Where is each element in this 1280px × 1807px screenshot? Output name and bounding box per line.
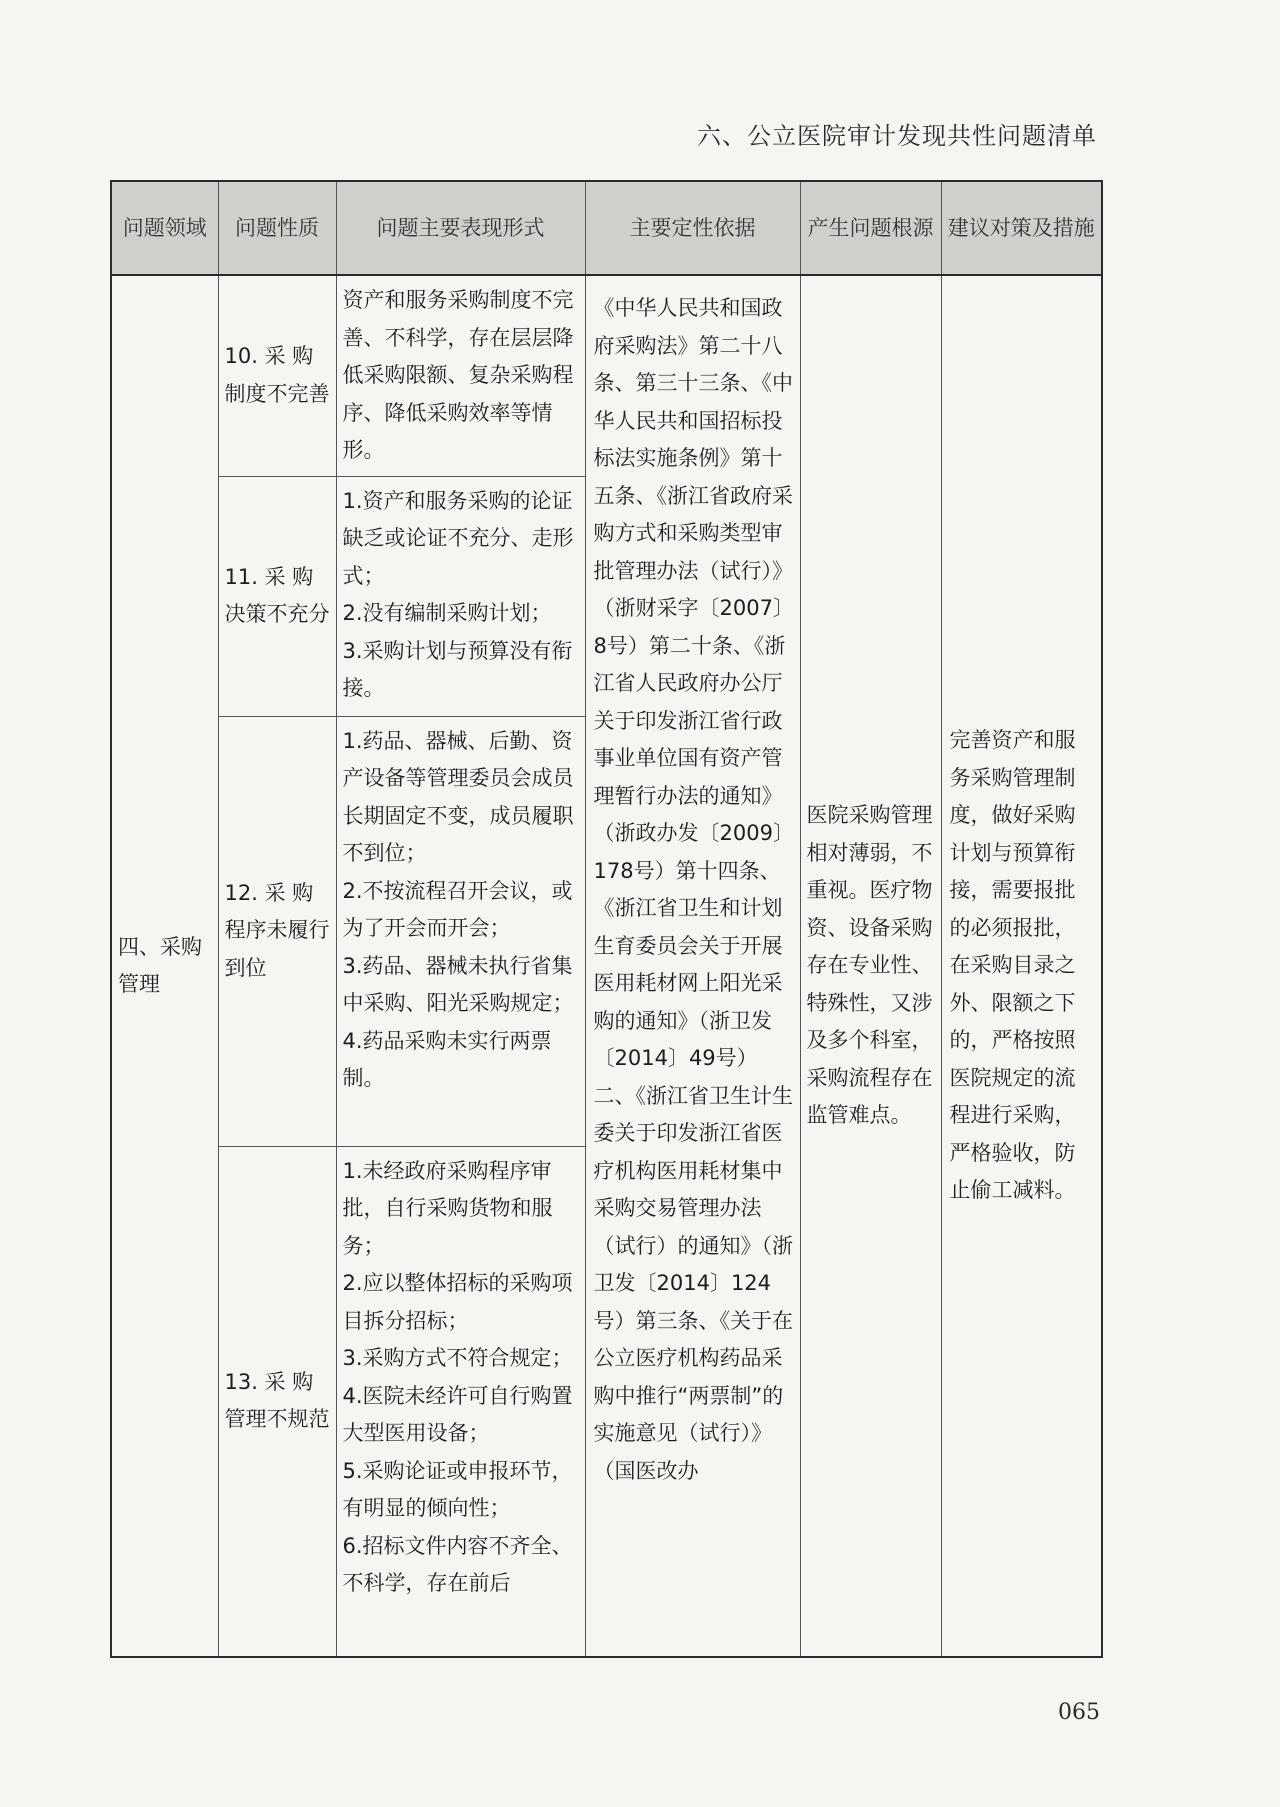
form-item: 6.招标文件内容不齐全、不科学，存在前后 [342, 1533, 573, 1595]
form-item: 2.应以整体招标的采购项目拆分招标； [342, 1271, 573, 1333]
form-item: 3.采购方式不符合规定； [342, 1346, 573, 1370]
domain-cell: 四、采购管理 [111, 275, 218, 1657]
nature-cell: 11. 采 购决策不充分 [218, 476, 336, 716]
forms-cell [336, 476, 585, 716]
forms-cell [336, 275, 585, 476]
forms-cell [336, 716, 585, 1146]
form-item: 4.药品采购未实行两票制。 [342, 1028, 552, 1090]
form-item: 3.药品、器械未执行省集中采购、阳光采购规定； [342, 953, 574, 1015]
source-cell: 医院采购管理相对薄弱，不重视。医疗物资、设备采购存在专业性、特殊性，又涉及多个科室，采购流程存在监管难点。 [800, 275, 941, 1657]
page-number: 065 [1058, 1700, 1100, 1725]
measure-cell: 完善资产和服务采购管理制度，做好采购计划与预算衔接，需要报批的必须报批，在采购目录之外、限额之下的，严格按照医院规定的流程进行采购，严格验收，防止偷工减料。 [941, 275, 1102, 1657]
table-header-row [111, 181, 1102, 275]
col-header-domain: 问题领域 [111, 181, 218, 275]
col-header-forms: 问题主要表现形式 [336, 181, 585, 275]
form-item: 2.没有编制采购计划； [342, 601, 552, 625]
col-header-source: 产生问题根源 [800, 181, 941, 275]
form-item: 3.采购计划与预算没有衔接。 [342, 638, 573, 700]
col-header-nature: 问题性质 [218, 181, 336, 275]
form-item: 资产和服务采购制度不完善、不科学，存在层层降低采购限额、复杂采购程序、降低采购效率等情形。 [342, 288, 574, 462]
form-item: 1.资产和服务采购的论证缺乏或论证不充分、走形式； [342, 488, 574, 588]
nature-cell: 13. 采 购管理不规范 [218, 1146, 336, 1657]
form-item: 4.医院未经许可自行购置大型医用设备； [342, 1383, 573, 1445]
basis-cell: 《中华人民共和国政府采购法》第二十八条、第三十三条、《中华人民共和国招标投标法实施条例》第十五条、《浙江省政府采购方式和采购类型审批管理办法（试行）》（浙财采字〔2007〕8号）第二十条、《浙江省人民政府办公厅关于印发浙江省行政事业单位国有资产管理暂行办法的通知》（浙政办发〔2009〕178号）第十四条、《浙江省卫生和计划生育委员会关于开展医用耗材网上阳光采购的通知》（浙卫发〔2014〕49号）二、《浙江省卫生计生委关于印发浙江省医疗机构医用耗材集中采购交易管理办法（试行）的通知》（浙卫发〔2014〕124号）第三条、《关于在公立医疗机构药品采购中推行“两票制”的实施意见（试行）》（国医改办 [585, 275, 800, 1657]
form-item: 5.采购论证或申报环节，有明显的倾向性； [342, 1458, 573, 1520]
audit-issues-table [110, 180, 1103, 1658]
col-header-basis: 主要定性依据 [585, 181, 800, 275]
forms-cell [336, 1146, 585, 1657]
table-row [111, 275, 1102, 476]
nature-cell: 12. 采 购程序未履行到位 [218, 716, 336, 1146]
form-item: 1.未经政府采购程序审批，自行采购货物和服务； [342, 1158, 553, 1258]
form-item: 1.药品、器械、后勤、资产设备等管理委员会成员长期固定不变，成员履职不到位； [342, 728, 574, 865]
col-header-measure: 建议对策及措施 [941, 181, 1102, 275]
running-header: 六、公立医院审计发现共性问题清单 [697, 122, 1097, 150]
nature-cell: 10. 采 购制度不完善 [218, 275, 336, 476]
form-item: 2.不按流程召开会议，或为了开会而开会； [342, 878, 573, 940]
